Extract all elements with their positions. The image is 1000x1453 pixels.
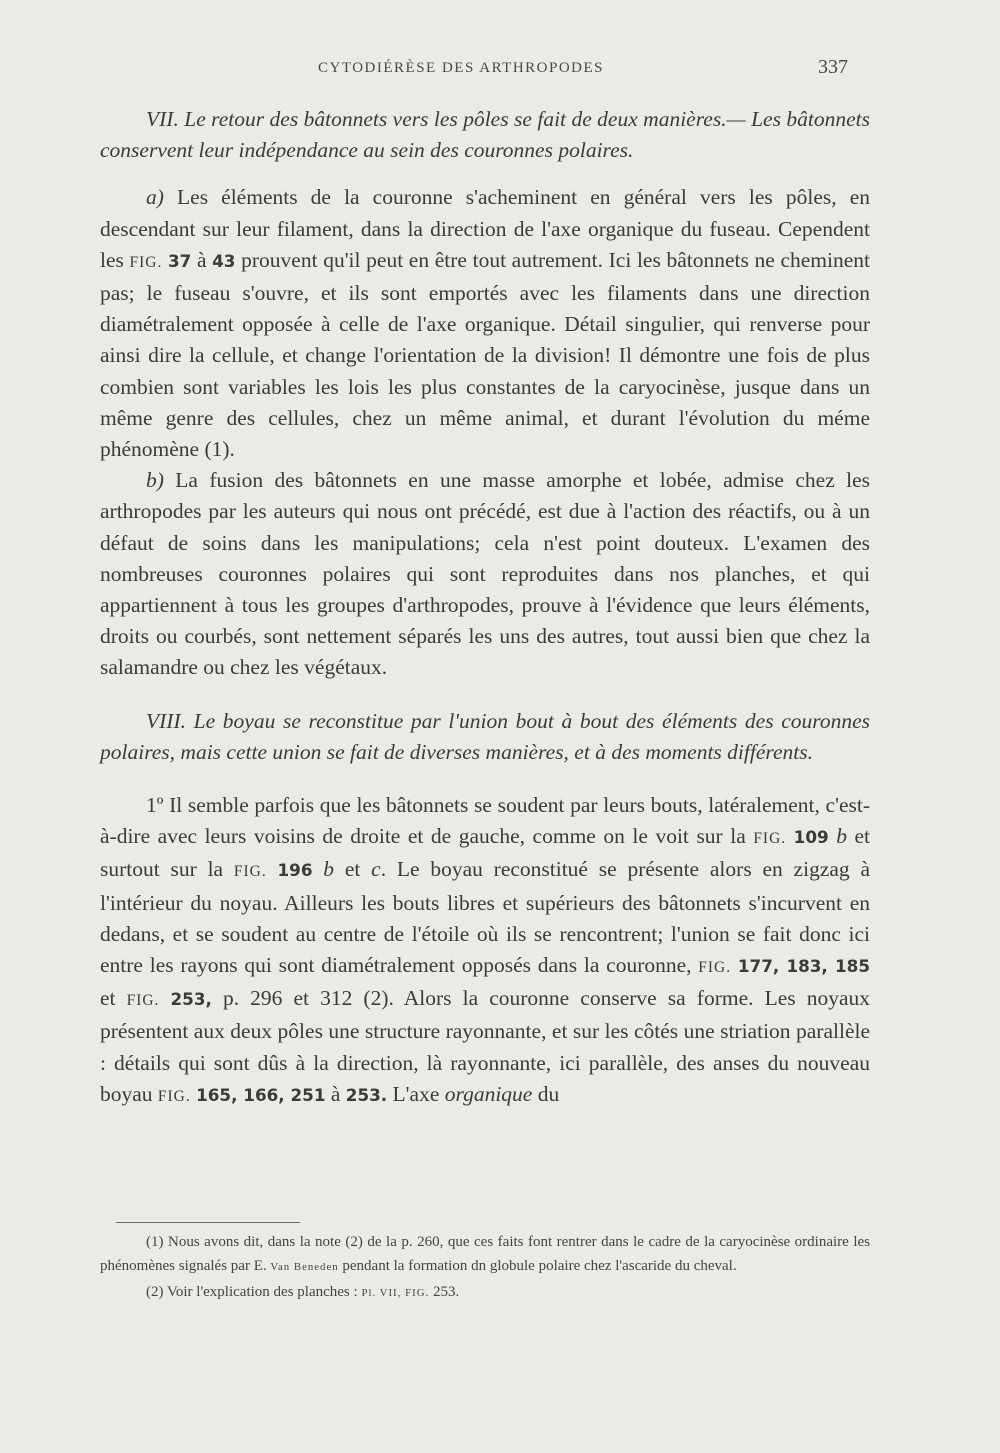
paragraph-1-text-2: et surtout sur la <box>100 824 871 882</box>
paragraph-marker-b: b) <box>146 468 164 493</box>
emphasis-word: organique <box>444 1081 533 1106</box>
footnote-2-text-b: 253. <box>429 1284 460 1300</box>
fig-label: FIG. <box>129 253 163 271</box>
paragraph-b-text: La fusion des bâtonnets en une masse amorphe et lobée, admise chez les arthropodes par les auteurs qui nous ont précédé, est due à l'action des réactifs, ou à un défaut de soins dans les manipulations; cela n'est point douteux. L'examen des nombreuses couronnes polaires qui sont reproduites dans nos planches, et qui appartiennent à tous les groupes d'arthropodes, prouve à l'évidence que leurs éléments, droits ou courbés, sont nettement séparés les uns des autres, tout aussi bien que chez la salamandre ou chez les végétaux. <box>100 468 870 680</box>
paragraph-1-text-1: 1º Il semble parfois que les bâtonnets se soudent par leurs bouts, latéralement, c'est-à-dire avec leurs voisins de droite et de gauche, comme on le voit sur la <box>100 793 870 849</box>
fig-label: FIG. <box>157 1087 191 1105</box>
footnote-1-text-a: (1) Nous avons dit, dans la note (2) de la p. 260, que ces faits font rentrer dans le cadre de la caryocinèse ordinaire les phénomènes signalés par E. <box>100 1234 870 1274</box>
footnotes <box>100 1230 870 1305</box>
figure-ref: 109 <box>793 827 829 848</box>
section-heading-vii: VII. Le retour des bâtonnets vers les pôles se fait de deux manières.— Les bâtonnets conservent leur indépendance au sein des couronnes polaires. <box>100 107 870 163</box>
body-text <box>100 104 870 1112</box>
paragraph-1-text-4: . Le boyau reconstitué se présente alors en zigzag à l'intérieur du noyau. Ailleurs les bouts libres et supérieurs des bâtonnets s'incurvent en dedans, et se soudent au centre de l'étoile où ils se rencontrent; l'union se fait donc ici entre les rayons qui sont diamétralement opposés dans la couronne, <box>100 857 870 978</box>
paragraph-1-text-9: du <box>532 1081 560 1106</box>
footnote-2-text-a: (2) Voir l'explication des planches : <box>146 1284 362 1300</box>
paragraph-1-text-5: et <box>100 986 127 1011</box>
figure-ref: 37 <box>167 250 192 271</box>
figure-ref: 253, <box>170 989 212 1010</box>
figure-ref: 177, 183, 185 <box>737 956 871 977</box>
running-head <box>0 56 1000 84</box>
figure-letter: c <box>371 857 381 882</box>
fig-label: FIG. <box>698 959 732 977</box>
running-title: CYTODIÉRÈSE DES ARTHROPODES <box>318 60 605 76</box>
figure-ref: 43 <box>212 250 236 271</box>
figure-ref: 253. <box>345 1084 388 1105</box>
figure-ref: 165, 166, 251 <box>196 1084 326 1105</box>
paragraph-b <box>100 465 870 683</box>
paragraph-a-text-2: à <box>191 247 213 272</box>
figure-ref: 196 <box>277 860 313 881</box>
author-name: Van Beneden <box>270 1261 339 1273</box>
footnote-divider <box>116 1222 300 1223</box>
footnote-1 <box>100 1230 870 1279</box>
paragraph-marker-a: a) <box>146 185 164 210</box>
section-heading-viii: VIII. Le boyau se reconstitue par l'union bout à bout des éléments des couronnes polaires, mais cette union se fait de diverses manières, et à des moments différents. <box>100 708 870 764</box>
paragraph-a-text-3: prouvent qu'il peut en être tout autrement. Ici les bâtonnets ne cheminent pas; le fuseau s'ouvre, et ils sont emportés avec les filaments dans une direction diamétralement opposée à celle de l'axe organique. Détail singulier, qui renverse pour ainsi dire la cellule, et change l'orientation de la division! Il démontre une fois de plus combien sont variables les lois les plus constantes de la caryocinèse, jusque dans un même genre des cellules, chez un même animal, et durant l'évolution du méme phénomène (1). <box>100 247 871 462</box>
fig-label: FIG. <box>233 863 267 881</box>
paragraph-1-text-6: p. 296 et 312 (2). Alors la couronne conserve sa forme. Les noyaux présentent aux deux pôles une structure rayonnante, et sur les côtés une striation parallèle : détails qui sont dûs à la direction, là rayonnante, ici parallèle, des anses du nouveau boyau <box>100 986 870 1106</box>
fig-label: FIG. <box>405 1287 430 1299</box>
paragraph-a-text-1: Les éléments de la couronne s'acheminent en général vers les pôles, en descendant sur leur filament, dans la direction de l'axe organique du fuseau. Cependent les <box>100 185 870 272</box>
paragraph-1-text-7: à <box>325 1081 346 1106</box>
paragraph-a <box>100 182 870 465</box>
footnote-1-text-b: pendant la formation dn globule polaire chez l'ascaride du cheval. <box>338 1258 737 1274</box>
paragraph-1-text-3: et <box>334 857 372 882</box>
paragraph-1 <box>100 790 870 1112</box>
figure-letter: b <box>836 824 847 849</box>
fig-label: FIG. <box>126 992 160 1010</box>
page-number: 337 <box>818 56 848 78</box>
plate-ref: Pl. VII, <box>361 1287 402 1299</box>
figure-letter: b <box>323 857 335 882</box>
paragraph-1-text-8: L'axe <box>387 1081 445 1106</box>
fig-label: FIG. <box>753 830 787 848</box>
footnote-2 <box>100 1280 870 1305</box>
